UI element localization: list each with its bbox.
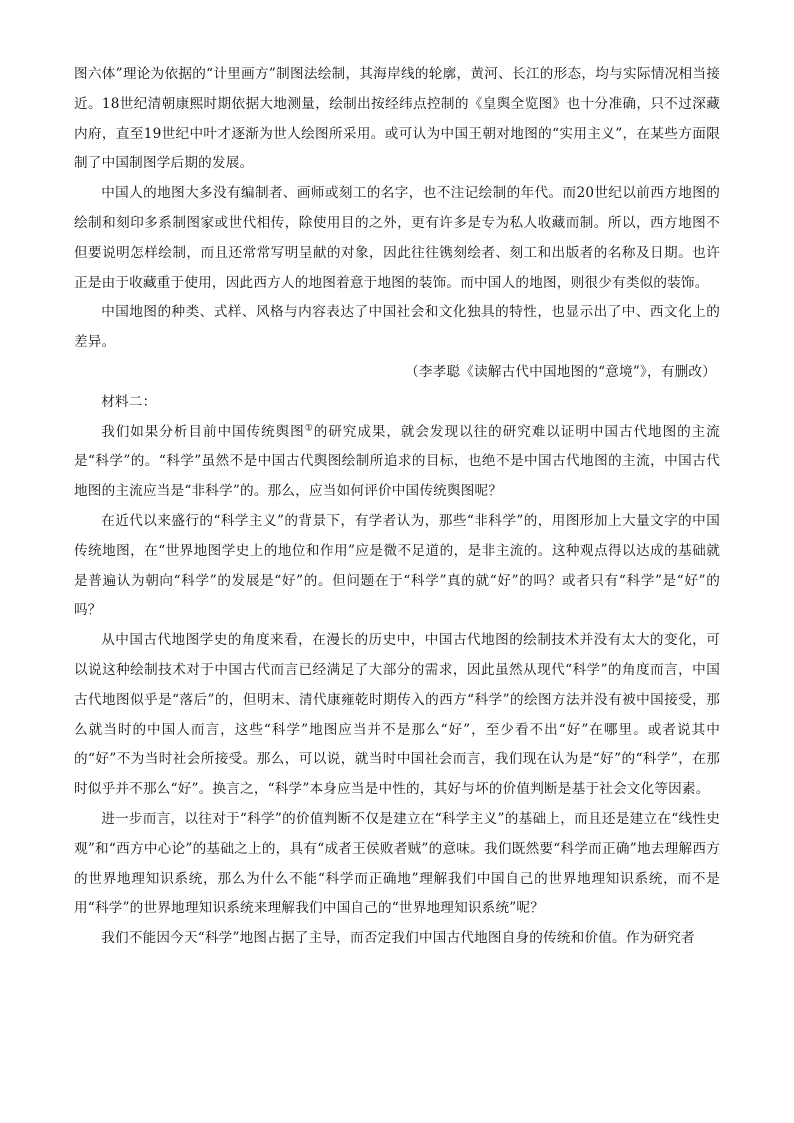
footnote-marker: ① (304, 423, 314, 434)
paragraph-cultural-difference: 中国地图的种类、式样、风格与内容表达了中国社会和文化独具的特性，也显示出了中、西文化上的差异。 (74, 304, 720, 351)
paragraph-tradition-value: 我们不能因今天“科学”地图占据了主导，而否定我们中国古代地图自身的传统和价值。作为研究者 (101, 930, 695, 947)
paragraph-text-after-footnote: 的研究成果，就会发现以往的研究难以证明中国古代地图的主流是“科学”的。“科学”虽然不是中国古代舆图绘制所追求的目标，也绝不是中国古代地图的主流，中国古代地图的主流应当是“非科学”的。那么，应当如何评价中国传统舆图呢？ (74, 423, 720, 500)
article-body (74, 60, 720, 954)
paragraph-text-before-footnote: 我们如果分析目前中国传统舆图 (101, 423, 305, 440)
source-citation: （李孝聪《读解古代中国地图的“意境”》，有删改） (405, 363, 716, 380)
paragraph-continuation: 图六体”理论为依据的“计里画方”制图法绘制，其海岸线的轮廓，黄河、长江的形态，均与实际情况相当接近。18世纪清朝康熙时期依据大地测量，绘制出按经纬点控制的《皇舆全览图》也十分准确，只不过深藏内府，直至19世纪中叶才逐渐为世人绘图所采用。或可认为中国王朝对地图的“实用主义”，在某些方面限制了中国制图学后期的发展。 (74, 66, 720, 172)
paragraph-history-perspective: 从中国古代地图学史的角度来看，在漫长的历史中，中国古代地图的绘制技术并没有太大的变化，可以说这种绘制技术对于中国古代而言已经满足了大部分的需求，因此虽然从现代“科学”的角度而言，中国古代地图似乎是“落后”的，但明末、清代康雍乾时期传入的西方“科学”的绘图方法并没有被中国接受，那么就当时的中国人而言，这些“科学”地图应当并不是那么“好”，至少看不出“好”在哪里。或者说其中的“好”不为当时社会所接受。那么，可以说，就当时中国社会而言，我们现在认为是“好”的“科学”，在那时似乎并不那么“好”。换言之，“科学”本身应当是中性的，其好与坏的价值判断是基于社会文化等因素。 (74, 632, 720, 798)
paragraph-value-judgement: 进一步而言，以往对于“科学”的价值判断不仅是建立在“科学主义”的基础上，而且还是建立在“线性史观”和“西方中心论”的基础之上的，具有“成者王侯败者贼”的意味。我们既然要“科学而正确”地去理解西方的世界地理知识系统，那么为什么不能“科学而正确地”理解我们中国自己的世界地理知识系统，而不是用“科学”的世界地理知识系统来理解我们中国自己的“世界地理知识系统”呢？ (74, 810, 720, 917)
section-label-material-two: 材料二： (101, 393, 157, 410)
paragraph-map-authorship: 中国人的地图大多没有编制者、画师或刻工的名字，也不注记绘制的年代。而20世纪以前西方地图的绘制和刻印多系制图家或世代相传，除使用目的之外，更有许多是专为私人收藏而制。所以，西方地图不但要说明怎样绘制，而且还常常写明呈献的对象，因此往往镌刻绘者、刻工和出版者的名称及日期。也许正是由于收藏重于使用，因此西方人的地图着意于地图的装饰。而中国人的地图，则很少有类似的装饰。 (74, 185, 720, 291)
paragraph-research-analysis (74, 418, 720, 507)
paragraph-scientism-background: 在近代以来盛行的“科学主义”的背景下，有学者认为，那些“非科学”的，用图形加上大量文字的中国传统地图，在“世界地图学史上的地位和作用”应是微不足道的，是非主流的。这种观点得以达成的基础就是普遍认为朝向“科学”的发展是“好”的。但问题在于“科学”真的就“好”的吗？或者只有“科学”是“好”的吗？ (74, 512, 720, 619)
